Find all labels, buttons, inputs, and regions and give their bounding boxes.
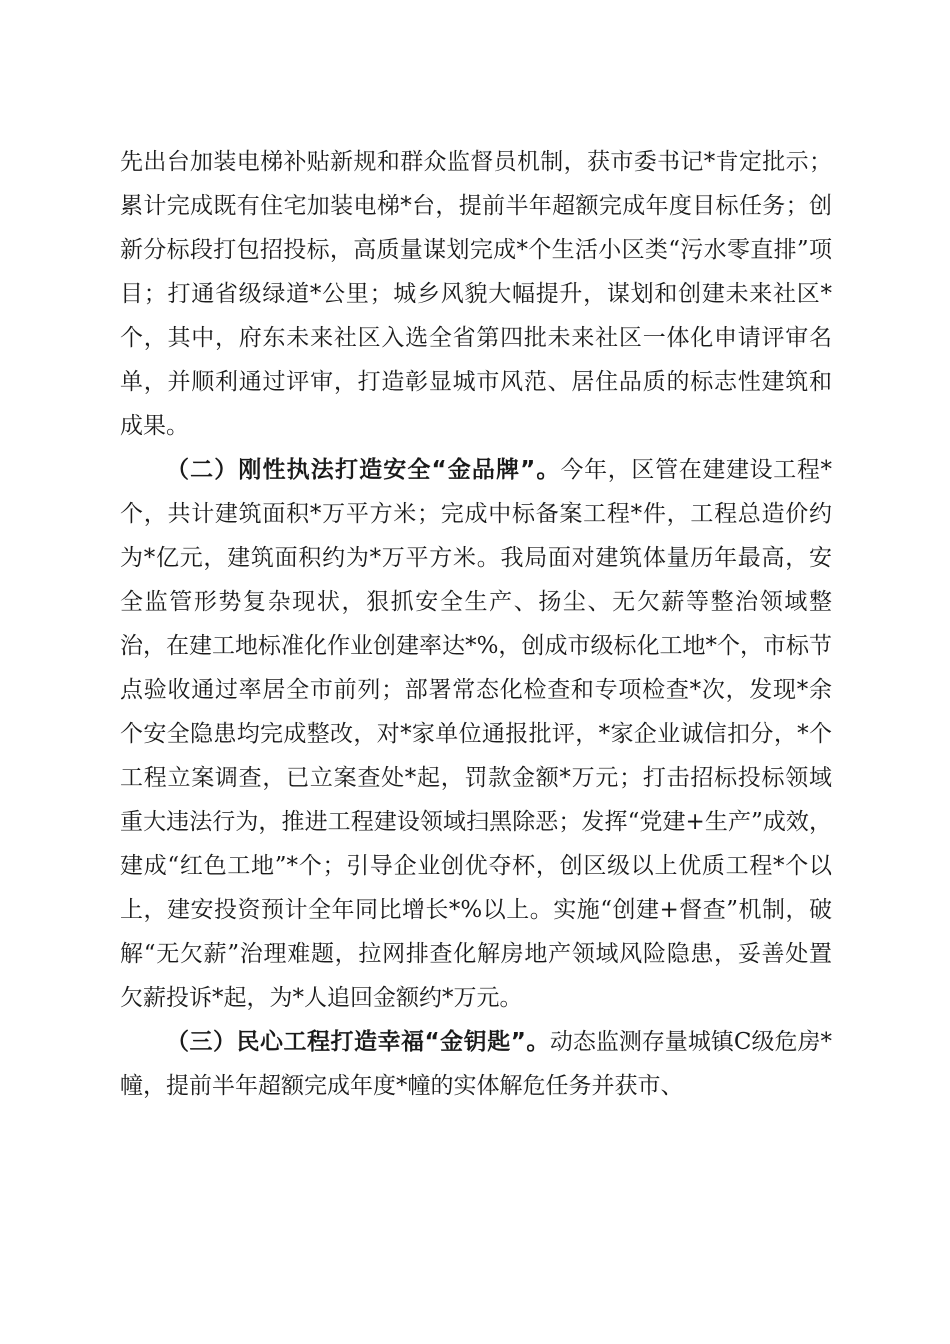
paragraph-continuation	[120, 140, 832, 448]
paragraph-section-2	[120, 448, 832, 1020]
paragraph-section-3	[120, 1020, 832, 1108]
document-body	[120, 140, 832, 1108]
paragraph-text: 今年，区管在建建设工程*个，共计建筑面积*万平方米；完成中标备案工程*件，工程总造价约为*亿元，建筑面积约为*万平方米。我局面对建筑体量历年最高，安全监管形势复杂现状，狠抓安全生产、扬尘、无欠薪等整治领域整治，在建工地标准化作业创建率达*%，创成市级标化工地*个，市标节点验收通过率居全市前列；部署常态化检查和专项检查*次，发现*余个安全隐患均完成整改，对*家单位通报批评，*家企业诚信扣分，*个工程立案调查，已立案查处*起，罚款金额*万元；打击招标投标领域重大违法行为，推进工程建设领域扫黑除恶；发挥“党建+生产”成效，建成“红色工地”*个；引导企业创优夺杯，创区级以上优质工程*个以上，建安投资预计全年同比增长*%以上。实施“创建+督查”机制，破解“无欠薪”治理难题，拉网排查化解房地产领域风险隐患，妥善处置欠薪投诉*起，为*人追回金额约*万元。	[120, 457, 833, 1011]
paragraph-text: 动态监测存量城镇C级危房*幢，提前半年超额完成年度*幢的实体解危任务并获市、	[120, 1029, 832, 1099]
section-heading: （三）民心工程打造幸福“金钥匙”。	[166, 1029, 550, 1055]
paragraph-text: 先出台加装电梯补贴新规和群众监督员机制，获市委书记*肯定批示；累计完成既有住宅加装电梯*台，提前半年超额完成年度目标任务；创新分标段打包招投标，高质量谋划完成*个生活小区类“污水零直排”项目；打通省级绿道*公里；城乡风貌大幅提升，谋划和创建未来社区*个，其中，府东未来社区入选全省第四批未来社区一体化申请评审名单，并顺利通过评审，打造彰显城市风范、居住品质的标志性建筑和成果。	[120, 149, 832, 439]
section-heading: （二）刚性执法打造安全“金品牌”。	[166, 457, 561, 483]
